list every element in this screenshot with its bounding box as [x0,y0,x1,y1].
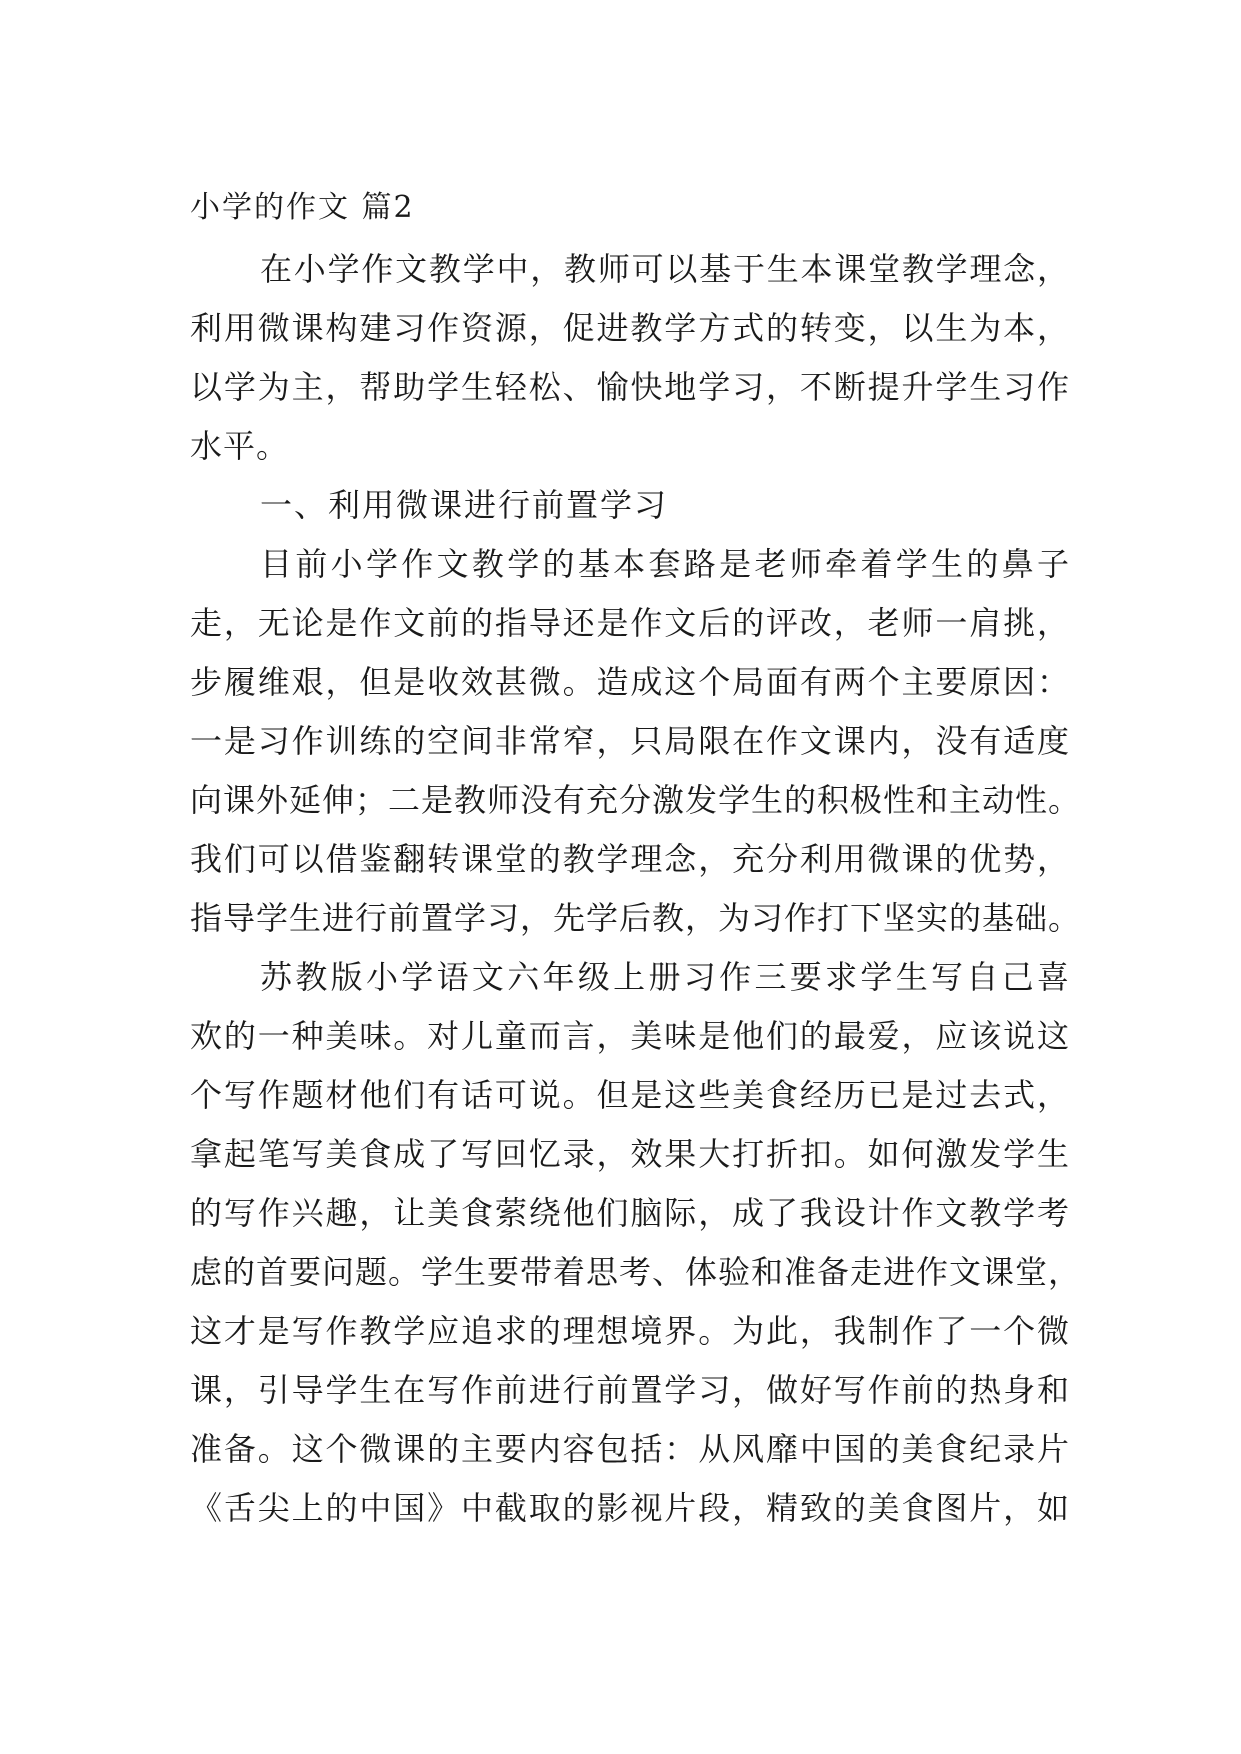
paragraph-line: 目前小学作文教学的基本套路是老师牵着学生的鼻子 [260,545,1070,583]
section-heading-text: 一、利用微课进行前置学习 [260,486,669,524]
paragraph-line: 走，无论是作文前的指导还是作文后的评改，老师一肩挑， [190,604,1070,642]
paragraph-example [190,948,1082,1538]
document-page [190,180,1082,1538]
document-title: 小学的作文 篇2 [190,190,415,225]
paragraph-line: 利用微课构建习作资源，促进教学方式的转变，以生为本， [190,309,1070,347]
paragraph-line: 向课外延伸；二是教师没有充分激发学生的积极性和主动性。 [190,781,1082,819]
paragraph-line: 这才是写作教学应追求的理想境界。为此，我制作了一个微 [190,1312,1070,1350]
paragraph-line: 我们可以借鉴翻转课堂的教学理念，充分利用微课的优势， [190,840,1070,878]
paragraph-line: 虑的首要问题。学生要带着思考、体验和准备走进作文课堂， [190,1253,1082,1291]
section-heading [190,476,1070,535]
paragraph-line: 《舌尖上的中国》中截取的影视片段，精致的美食图片，如 [190,1489,1070,1527]
paragraph-line: 准备。这个微课的主要内容包括：从风靡中国的美食纪录片 [190,1430,1070,1468]
paragraph-line: 在小学作文教学中，教师可以基于生本课堂教学理念， [260,250,1070,288]
paragraph-line: 水平。 [190,427,290,465]
paragraph-line: 以学为主，帮助学生轻松、愉快地学习，不断提升学生习作 [190,368,1070,406]
paragraph-intro [190,240,1070,476]
paragraph-line: 个写作题材他们有话可说。但是这些美食经历已是过去式， [190,1076,1070,1114]
paragraph-line: 苏教版小学语文六年级上册习作三要求学生写自己喜 [260,958,1070,996]
paragraph-line: 的写作兴趣，让美食萦绕他们脑际，成了我设计作文教学考 [190,1194,1070,1232]
paragraph-line: 欢的一种美味。对儿童而言，美味是他们的最爱，应该说这 [190,1017,1070,1055]
paragraph-problem [190,535,1082,948]
paragraph-line: 步履维艰，但是收效甚微。造成这个局面有两个主要原因： [190,663,1070,701]
paragraph-line: 课，引导学生在写作前进行前置学习，做好写作前的热身和 [190,1371,1070,1409]
paragraph-line: 一是习作训练的空间非常窄，只局限在作文课内，没有适度 [190,722,1070,760]
paragraph-line: 拿起笔写美食成了写回忆录，效果大打折扣。如何激发学生 [190,1135,1070,1173]
paragraph-line: 指导学生进行前置学习，先学后教，为习作打下坚实的基础。 [190,899,1082,937]
